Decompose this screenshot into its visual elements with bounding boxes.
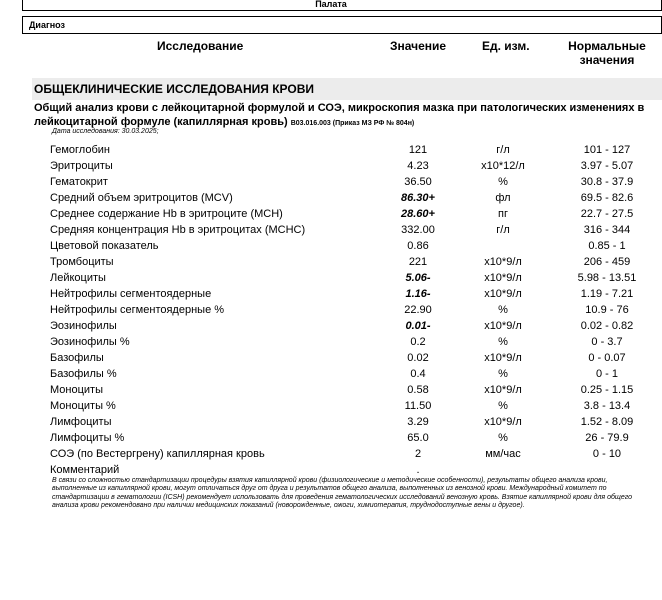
result-unit: пг (498, 208, 508, 220)
test-date: Дата исследования: 30.03.2025; (52, 128, 159, 135)
result-name: Лимфоциты % (50, 432, 125, 444)
result-name: Эозинофилы % (50, 336, 130, 348)
result-norm: 10.9 - 76 (585, 304, 629, 316)
result-unit: г/л (496, 144, 510, 156)
table-row (0, 206, 662, 222)
result-name: Гематокрит (50, 176, 108, 188)
result-value: . (416, 464, 420, 476)
result-value: 0.01- (405, 320, 431, 332)
table-row (0, 366, 662, 382)
diagnosis-label: Диагноз (29, 20, 65, 30)
result-name: Моноциты (50, 384, 103, 396)
table-row (0, 302, 662, 318)
table-row (0, 142, 662, 158)
table-row (0, 286, 662, 302)
result-unit: % (498, 176, 508, 188)
result-norm: 0 - 0.07 (588, 352, 626, 364)
result-name: Базофилы % (50, 368, 117, 380)
table-row (0, 270, 662, 286)
result-unit: % (498, 304, 508, 316)
result-norm: 316 - 344 (583, 224, 631, 236)
result-unit: х10*9/л (484, 384, 522, 396)
table-row (0, 350, 662, 366)
result-value: 221 (408, 256, 428, 268)
result-unit: х10*9/л (484, 416, 522, 428)
table-row (0, 318, 662, 334)
result-norm: 69.5 - 82.6 (580, 192, 634, 204)
result-norm: 0 - 10 (592, 448, 622, 460)
table-row (0, 238, 662, 254)
footnote: В связи со сложностью стандартизации процедуры взятия капиллярной крови (физиологические и методические особенности), результаты общего анализа крови, выполненные из капиллярной крови, могут отличаться друг от друга и результатов общего анализа, выполненных из венозной крови. Международный комитет по стандартизации в гематологии (ICSH) рекомендует использовать для проведения гематологических исследований венозную кровь. Взятие капиллярной крови для общего анализа крови рекомендовано при наличии медицинских показаний (новорожденные, ожоги, химиотерапия, труднодоступные вены и другое). (52, 477, 633, 509)
result-value: 3.29 (407, 416, 429, 428)
table-row (0, 398, 662, 414)
table-row (0, 334, 662, 350)
result-norm: 3.97 - 5.07 (580, 160, 634, 172)
column-header-norm-line2: значения (579, 53, 635, 67)
result-value: 28.60+ (401, 208, 435, 220)
result-value: 0.2 (410, 336, 426, 348)
result-name: Моноциты % (50, 400, 116, 412)
result-value: 1.16- (405, 288, 431, 300)
results-table (0, 142, 662, 478)
result-value: 0.4 (410, 368, 426, 380)
result-value: 36.50 (404, 176, 432, 188)
result-norm: 3.8 - 13.4 (583, 400, 631, 412)
result-value: 4.23 (407, 160, 429, 172)
result-unit: х10*9/л (484, 288, 522, 300)
test-code: В03.016.003 (Приказ МЗ РФ № 804н) (290, 120, 415, 127)
test-subtitle-text: Общий анализ крови с лейкоцитарной формулой и СОЭ, микроскопия мазка при патологических изменениях в лейкоцитарной формуле (капиллярная кровь) (34, 102, 645, 128)
result-value: 2 (414, 448, 422, 460)
result-value: 121 (408, 144, 428, 156)
column-header-value: Значение (390, 39, 447, 53)
result-name: Лейкоциты (50, 272, 106, 284)
table-row (0, 174, 662, 190)
result-value: 5.06- (405, 272, 431, 284)
result-value: 11.50 (404, 400, 432, 412)
result-name: Гемоглобин (50, 144, 110, 156)
result-norm: 30.8 - 37.9 (580, 176, 634, 188)
table-row (0, 414, 662, 430)
result-name: Нейтрофилы сегментоядерные (50, 288, 212, 300)
result-norm: 26 - 79.9 (585, 432, 629, 444)
test-subtitle (34, 101, 660, 131)
result-norm: 22.7 - 27.5 (580, 208, 634, 220)
table-row (0, 430, 662, 446)
result-name: Эозинофилы (50, 320, 117, 332)
result-value: 0.02 (407, 352, 429, 364)
result-unit: г/л (496, 224, 510, 236)
column-header-norm (554, 39, 660, 67)
result-norm: 5.98 - 13.51 (577, 272, 637, 284)
column-header-unit: Ед. изм. (482, 39, 530, 53)
result-norm: 0 - 3.7 (591, 336, 623, 348)
result-unit: % (498, 368, 508, 380)
table-row (0, 446, 662, 462)
result-value: 86.30+ (401, 192, 435, 204)
table-row (0, 190, 662, 206)
result-norm: 0 - 1 (595, 368, 618, 380)
result-unit: х10*12/л (481, 160, 525, 172)
result-unit: % (498, 432, 508, 444)
result-value: 0.58 (407, 384, 429, 396)
result-name: СОЭ (по Вестергрену) капиллярная кровь (50, 448, 265, 460)
column-header-study: Исследование (157, 39, 244, 53)
diagnosis-box (22, 16, 662, 34)
result-norm: 1.19 - 7.21 (580, 288, 634, 300)
result-name: Эритроциты (50, 160, 113, 172)
ward-label: Палата (315, 0, 347, 9)
result-unit: % (498, 400, 508, 412)
section-title: ОБЩЕКЛИНИЧЕСКИЕ ИССЛЕДОВАНИЯ КРОВИ (34, 82, 314, 96)
result-value: 65.0 (407, 432, 429, 444)
result-name: Лимфоциты (50, 416, 112, 428)
result-name: Средний объем эритроцитов (MCV) (50, 192, 233, 204)
result-unit: мм/час (485, 448, 521, 460)
table-row (0, 382, 662, 398)
result-value: 22.90 (404, 304, 432, 316)
table-row (0, 158, 662, 174)
result-norm: 0.02 - 0.82 (580, 320, 634, 332)
result-name: Цветовой показатель (50, 240, 159, 252)
table-row (0, 462, 662, 478)
result-unit: х10*9/л (484, 352, 522, 364)
result-name: Тромбоциты (50, 256, 114, 268)
result-name: Комментарий (50, 464, 120, 476)
result-norm: 206 - 459 (583, 256, 631, 268)
result-unit: х10*9/л (484, 256, 522, 268)
result-norm: 1.52 - 8.09 (580, 416, 634, 428)
result-name: Нейтрофилы сегментоядерные % (50, 304, 225, 316)
result-norm: 101 - 127 (583, 144, 631, 156)
result-value: 332.00 (401, 224, 435, 236)
result-unit: фл (495, 192, 511, 204)
result-name: Средняя концентрация Hb в эритроцитах (MCHC) (50, 224, 306, 236)
column-header-norm-line1: Нормальные (568, 39, 646, 53)
table-row (0, 254, 662, 270)
result-unit: х10*9/л (484, 320, 522, 332)
result-norm: 0.25 - 1.15 (580, 384, 634, 396)
result-norm: 0.85 - 1 (588, 240, 626, 252)
result-value: 0.86 (407, 240, 429, 252)
result-name: Базофилы (50, 352, 104, 364)
table-row (0, 222, 662, 238)
result-unit: х10*9/л (484, 272, 522, 284)
result-name: Среднее содержание Hb в эритроците (MCH) (50, 208, 283, 220)
result-unit: % (498, 336, 508, 348)
